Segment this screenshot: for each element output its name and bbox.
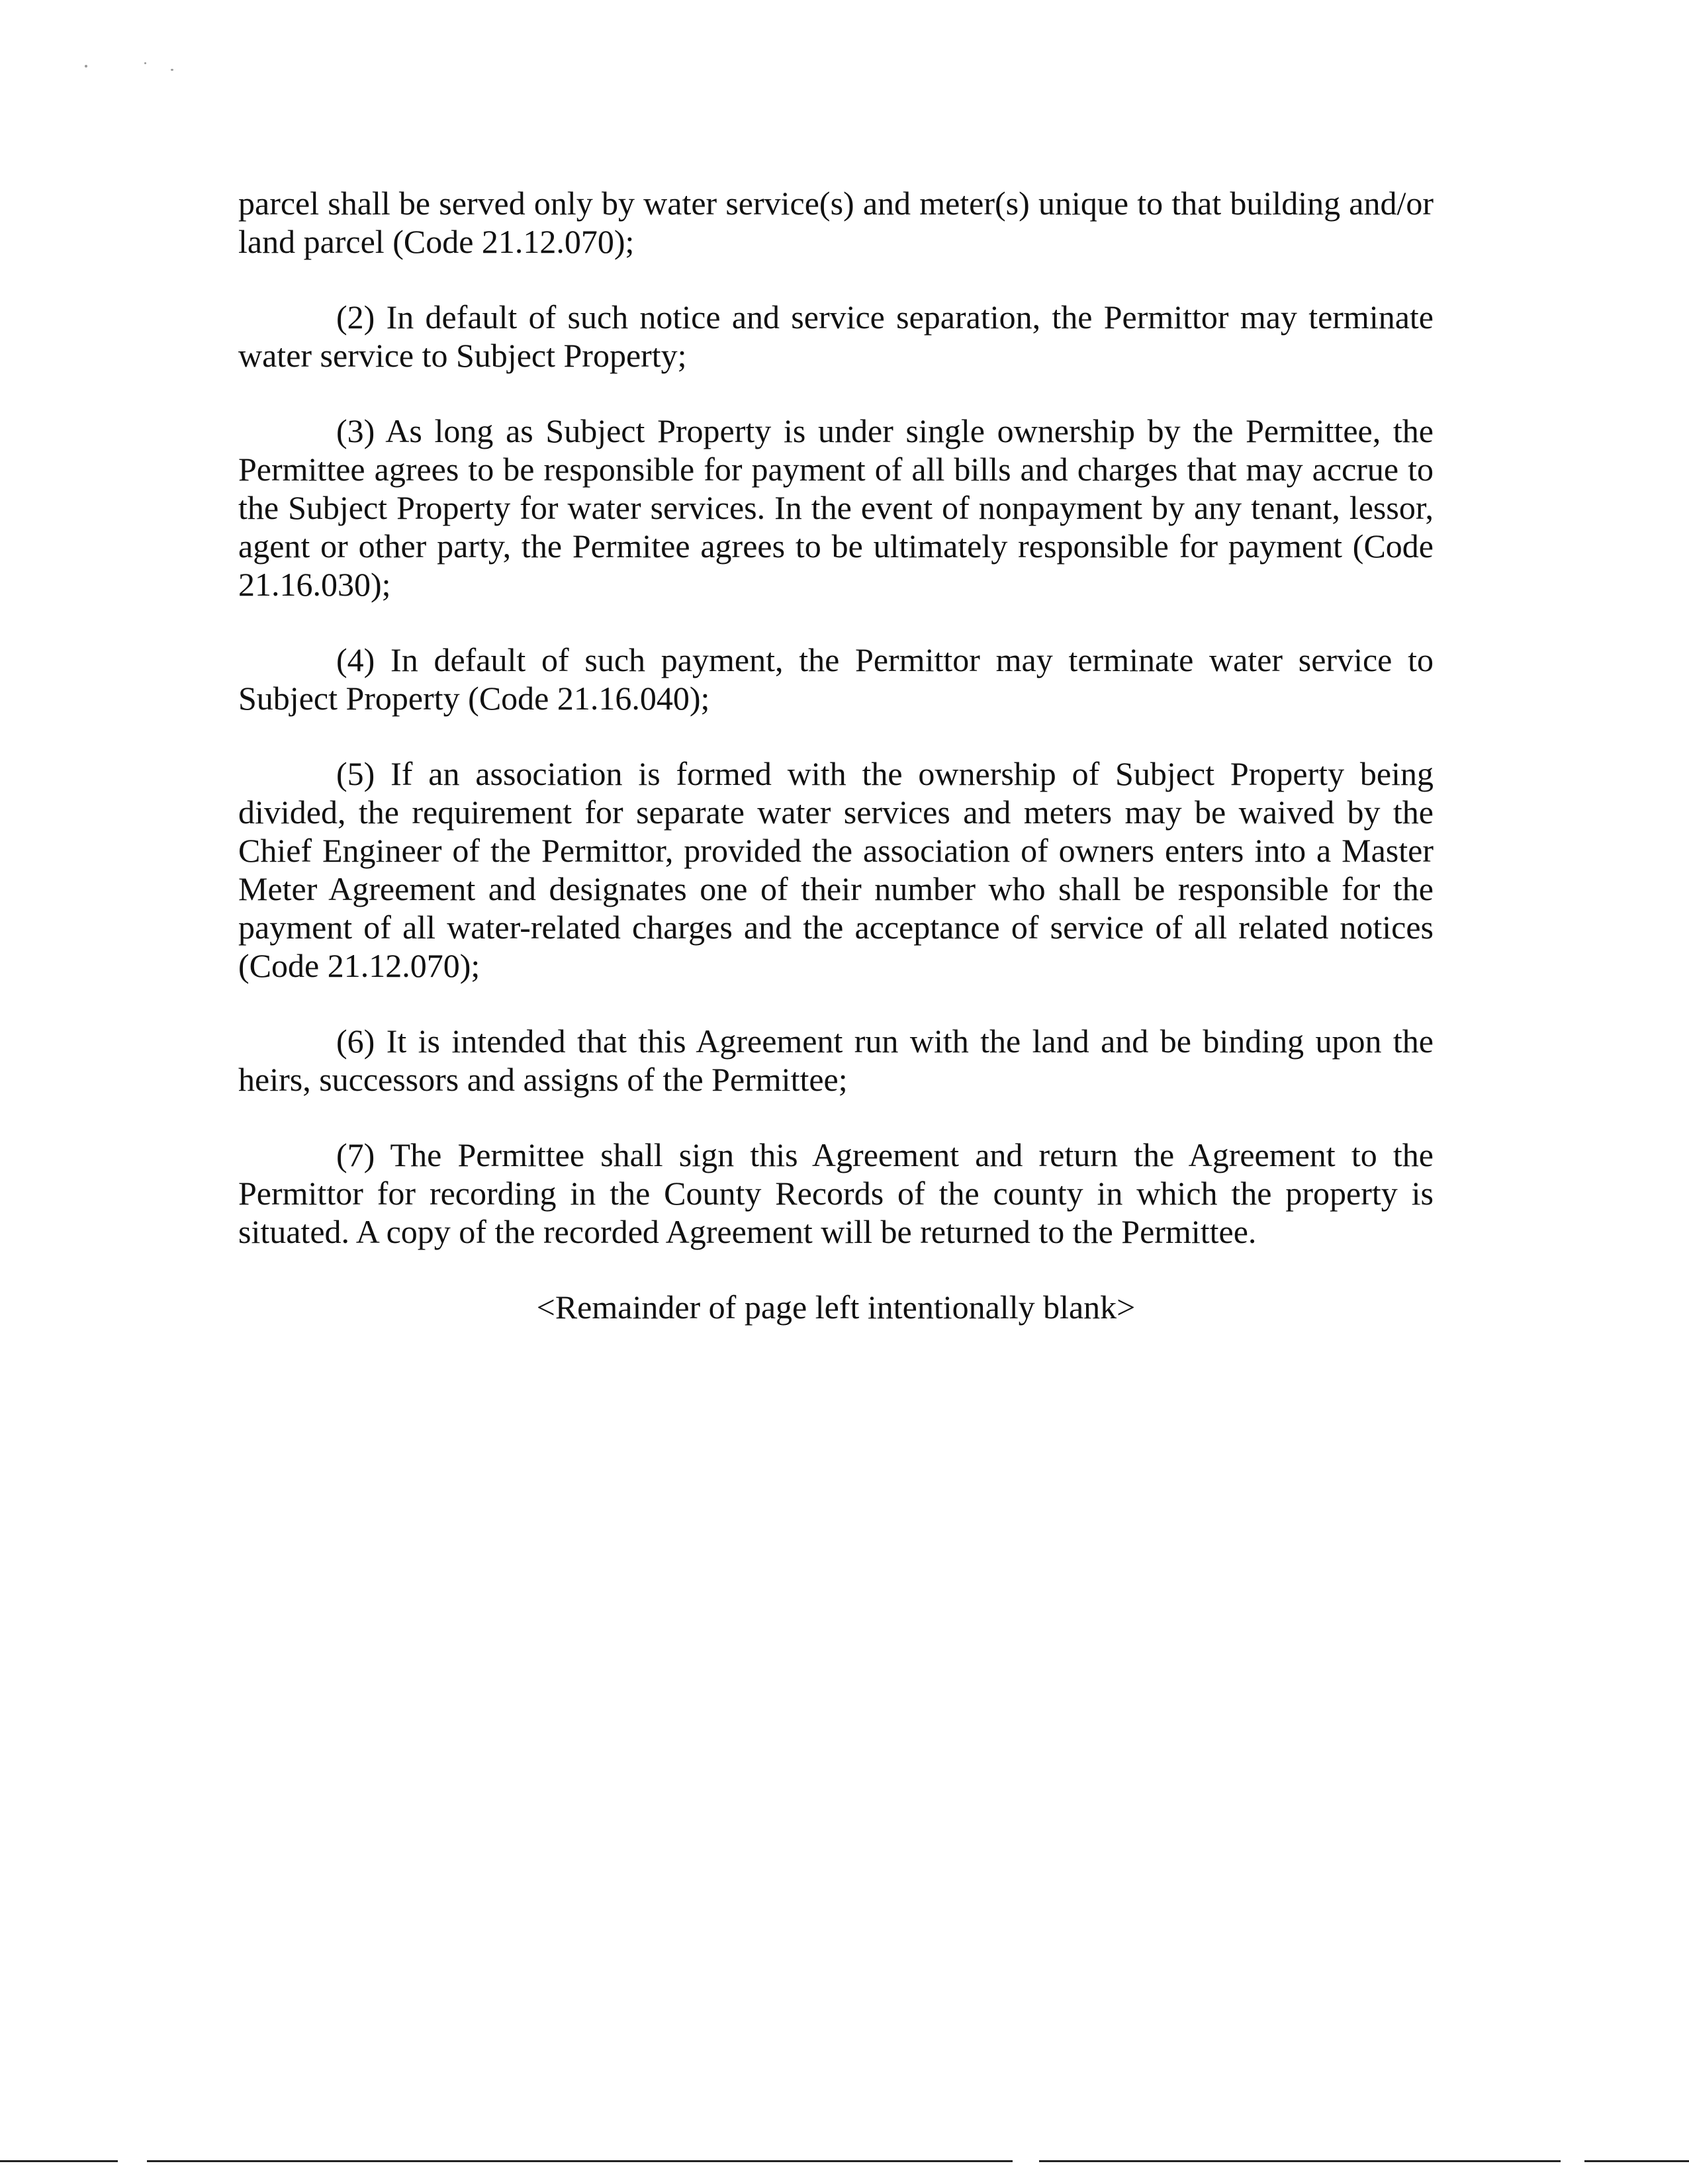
paragraph-2: (2) In default of such notice and service separation, the Permittor may terminate water service to Subject Property; (238, 298, 1434, 374)
scan-line-gap (1013, 2159, 1039, 2163)
paragraph-6: (6) It is intended that this Agreement run with the land and be binding upon the heirs, successors and assigns of the Permittee; (238, 1023, 1434, 1098)
paragraph-continuation: parcel shall be served only by water service(s) and meter(s) unique to that building and/or land parcel (Code 21.12.070); (238, 185, 1434, 260)
paragraph-5: (5) If an association is formed with the ownership of Subject Property being divided, the requirement for separate water services and meters may be waived by the Chief Engineer of the Permittor, provided the association of owners enters into a Master Meter Agreement and designates one of their number who shall be responsible for the payment of all water-related charges and the acceptance of service of all related notices (Code 21.12.070); (238, 755, 1434, 984)
paragraph-4: (4) In default of such payment, the Permittor may terminate water service to Subject Property (Code 21.16.040); (238, 641, 1434, 717)
scan-line-gap (118, 2159, 147, 2163)
scan-speck (85, 65, 87, 68)
paragraph-3: (3) As long as Subject Property is under single ownership by the Permittee, the Permittee agrees to be responsible for payment of all bills and charges that may accrue to the Subject Property for water services. In the event of nonpayment by any tenant, lessor, agent or other party, the Permitee agrees to be ultimately responsible for payment (Code 21.16.030); (238, 412, 1434, 603)
bottom-scan-line (0, 2160, 1689, 2162)
scan-speck (144, 62, 146, 64)
document-body (238, 184, 1434, 1359)
scan-speck (171, 69, 173, 71)
scan-line-gap (1561, 2159, 1584, 2163)
paragraph-7: (7) The Permittee shall sign this Agreement and return the Agreement to the Permittor for recording in the County Records of the county in which the property is situated. A copy of the recorded Agreement will be returned to the Permittee. (238, 1136, 1434, 1250)
remainder-blank-note: <Remainder of page left intentionally blank> (536, 1289, 1136, 1326)
